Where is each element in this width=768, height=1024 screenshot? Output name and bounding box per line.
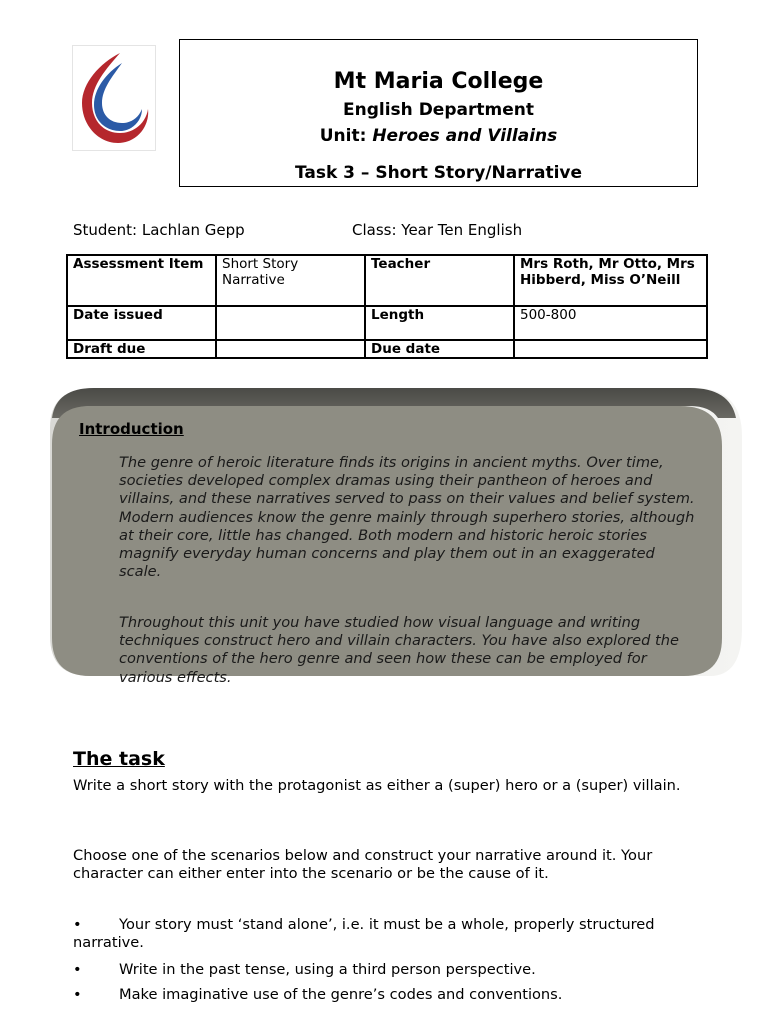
student-line: Student: Lachlan Gepp <box>73 221 245 239</box>
table-cell-label: Assessment Item <box>67 255 216 306</box>
list-item <box>73 986 713 1004</box>
list-item-text: Write in the past tense, using a third person perspective. <box>119 961 536 978</box>
list-item <box>73 961 713 979</box>
table-cell-value: Mrs Roth, Mr Otto, Mrs Hibberd, Miss O’Neill <box>514 255 707 306</box>
task-paragraph: Write a short story with the protagonist as either a (super) hero or a (super) villain. <box>73 777 681 794</box>
bullet-icon: • <box>73 961 82 978</box>
bullet-icon: • <box>73 986 82 1003</box>
table-cell-value: 500-800 <box>514 306 707 340</box>
table-cell-label: Length <box>365 306 514 340</box>
list-item-text: Your story must ‘stand alone’, i.e. it must be a whole, properly structured narrative. <box>73 916 655 952</box>
table-cell-value <box>216 306 365 340</box>
class-line: Class: Year Ten English <box>352 221 523 239</box>
header-box <box>179 39 698 187</box>
table-cell-value <box>216 340 365 358</box>
table-cell-label: Teacher <box>365 255 514 306</box>
table-cell-label: Date issued <box>67 306 216 340</box>
table-row <box>67 255 707 306</box>
flame-logo-icon <box>72 45 156 151</box>
table-row <box>67 340 707 358</box>
table-cell-label: Due date <box>365 340 514 358</box>
task-paragraph: Choose one of the scenarios below and construct your narrative around it. Your character can either enter into the scenario or be the cause of it. <box>73 847 653 883</box>
unit-title <box>180 125 697 147</box>
introduction-paragraph: The genre of heroic literature finds its origins in ancient myths. Over time, societies developed complex dramas using their pantheon of heroes and villains, and these narratives served to pass on their values and belief system. Modern audiences know the genre mainly through superhero stories, although at their core, little has changed. Both modern and historic heroic stories magnify everyday human concerns and play them out in an exaggerated scale. <box>119 454 695 581</box>
department-name: English Department <box>343 100 534 120</box>
list-item <box>73 916 713 952</box>
list-item-text: Make imaginative use of the genre’s codes and conventions. <box>119 986 563 1003</box>
table-cell-label: Draft due <box>67 340 216 358</box>
task-section-title: The task <box>73 748 165 770</box>
college-name: Mt Maria College <box>333 69 544 94</box>
unit-prefix: Unit: <box>319 126 373 146</box>
task-title-header: Task 3 – Short Story/Narrative <box>294 163 583 183</box>
table-cell-value <box>514 340 707 358</box>
introduction-paragraph: Throughout this unit you have studied how visual language and writing techniques construct hero and villain characters. You have also explored the conventions of the hero genre and seen how these can be employed for various effects. <box>119 614 679 686</box>
table-cell-value: Short Story Narrative <box>216 255 365 306</box>
bullet-icon: • <box>73 916 82 933</box>
assessment-info-table <box>66 254 708 359</box>
introduction-title: Introduction <box>79 420 184 438</box>
college-logo <box>72 45 156 151</box>
table-row <box>67 306 707 340</box>
unit-name: Heroes and Villains <box>372 126 558 146</box>
